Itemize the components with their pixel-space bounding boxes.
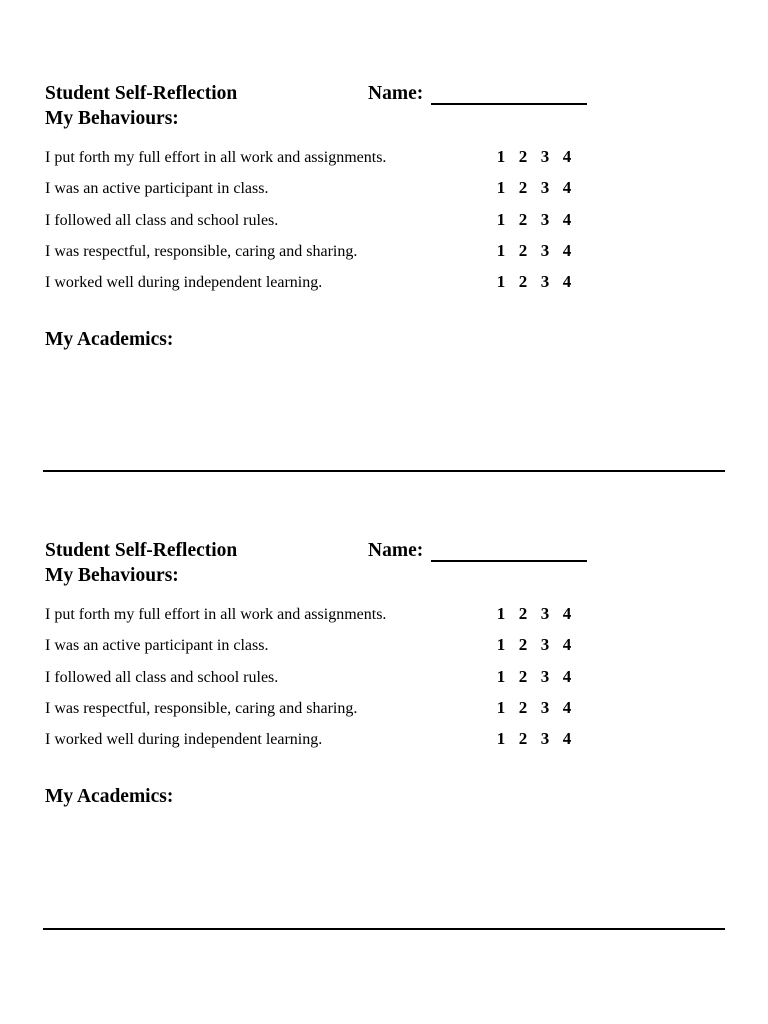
behaviour-statement: I followed all class and school rules. bbox=[45, 212, 279, 229]
rating-option[interactable]: 1 bbox=[496, 698, 506, 717]
academics-heading: My Academics: bbox=[45, 329, 174, 350]
rating-option[interactable]: 3 bbox=[540, 635, 550, 654]
rating-option[interactable]: 3 bbox=[540, 604, 550, 623]
self-reflection-form bbox=[0, 457, 768, 877]
behaviour-statement: I put forth my full effort in all work and assignments. bbox=[45, 606, 387, 623]
rating-scale bbox=[490, 729, 586, 749]
rating-option[interactable]: 4 bbox=[562, 635, 572, 654]
form-title: Student Self-Reflection bbox=[45, 83, 238, 104]
name-label: Name: bbox=[368, 83, 424, 104]
behaviours-heading: My Behaviours: bbox=[45, 565, 179, 586]
behaviour-statement: I was respectful, responsible, caring and sharing. bbox=[45, 700, 358, 717]
rating-option[interactable]: 4 bbox=[562, 667, 572, 686]
name-label: Name: bbox=[368, 540, 424, 561]
rating-scale bbox=[490, 698, 586, 718]
rating-scale bbox=[490, 210, 586, 230]
rating-option[interactable]: 4 bbox=[562, 241, 572, 260]
rating-option[interactable]: 1 bbox=[496, 272, 506, 291]
rating-option[interactable]: 4 bbox=[562, 147, 572, 166]
rating-scale bbox=[490, 604, 586, 624]
rating-option[interactable]: 1 bbox=[496, 210, 506, 229]
form-title: Student Self-Reflection bbox=[45, 540, 238, 561]
rating-option[interactable]: 1 bbox=[496, 635, 506, 654]
rating-option[interactable]: 3 bbox=[540, 729, 550, 748]
rating-option[interactable]: 3 bbox=[540, 178, 550, 197]
rating-option[interactable]: 2 bbox=[518, 635, 528, 654]
form-separator bbox=[43, 928, 725, 930]
rating-scale bbox=[490, 635, 586, 655]
rating-option[interactable]: 1 bbox=[496, 729, 506, 748]
rating-option[interactable]: 1 bbox=[496, 147, 506, 166]
rating-option[interactable]: 2 bbox=[518, 667, 528, 686]
behaviour-statement: I put forth my full effort in all work and assignments. bbox=[45, 149, 387, 166]
rating-option[interactable]: 2 bbox=[518, 604, 528, 623]
rating-option[interactable]: 4 bbox=[562, 178, 572, 197]
name-field-line[interactable] bbox=[431, 103, 587, 105]
academics-heading: My Academics: bbox=[45, 786, 174, 807]
behaviour-statement: I was an active participant in class. bbox=[45, 180, 269, 197]
rating-option[interactable]: 1 bbox=[496, 604, 506, 623]
rating-option[interactable]: 4 bbox=[562, 604, 572, 623]
behaviour-statement: I worked well during independent learning. bbox=[45, 274, 323, 291]
rating-option[interactable]: 3 bbox=[540, 698, 550, 717]
rating-option[interactable]: 2 bbox=[518, 178, 528, 197]
rating-option[interactable]: 4 bbox=[562, 210, 572, 229]
self-reflection-form bbox=[0, 0, 768, 420]
rating-option[interactable]: 2 bbox=[518, 272, 528, 291]
rating-option[interactable]: 1 bbox=[496, 667, 506, 686]
behaviour-statement: I followed all class and school rules. bbox=[45, 669, 279, 686]
rating-scale bbox=[490, 178, 586, 198]
rating-option[interactable]: 4 bbox=[562, 698, 572, 717]
name-field-line[interactable] bbox=[431, 560, 587, 562]
rating-option[interactable]: 3 bbox=[540, 147, 550, 166]
rating-scale bbox=[490, 147, 586, 167]
rating-option[interactable]: 4 bbox=[562, 729, 572, 748]
rating-option[interactable]: 3 bbox=[540, 241, 550, 260]
rating-option[interactable]: 1 bbox=[496, 178, 506, 197]
behaviours-heading: My Behaviours: bbox=[45, 108, 179, 129]
behaviour-statement: I worked well during independent learning. bbox=[45, 731, 323, 748]
rating-option[interactable]: 2 bbox=[518, 729, 528, 748]
rating-scale bbox=[490, 272, 586, 292]
rating-option[interactable]: 4 bbox=[562, 272, 572, 291]
behaviour-statement: I was an active participant in class. bbox=[45, 637, 269, 654]
rating-option[interactable]: 2 bbox=[518, 241, 528, 260]
rating-option[interactable]: 3 bbox=[540, 272, 550, 291]
rating-option[interactable]: 3 bbox=[540, 667, 550, 686]
rating-option[interactable]: 3 bbox=[540, 210, 550, 229]
rating-scale bbox=[490, 241, 586, 261]
rating-option[interactable]: 1 bbox=[496, 241, 506, 260]
rating-option[interactable]: 2 bbox=[518, 147, 528, 166]
rating-option[interactable]: 2 bbox=[518, 210, 528, 229]
rating-option[interactable]: 2 bbox=[518, 698, 528, 717]
behaviour-statement: I was respectful, responsible, caring and sharing. bbox=[45, 243, 358, 260]
rating-scale bbox=[490, 667, 586, 687]
